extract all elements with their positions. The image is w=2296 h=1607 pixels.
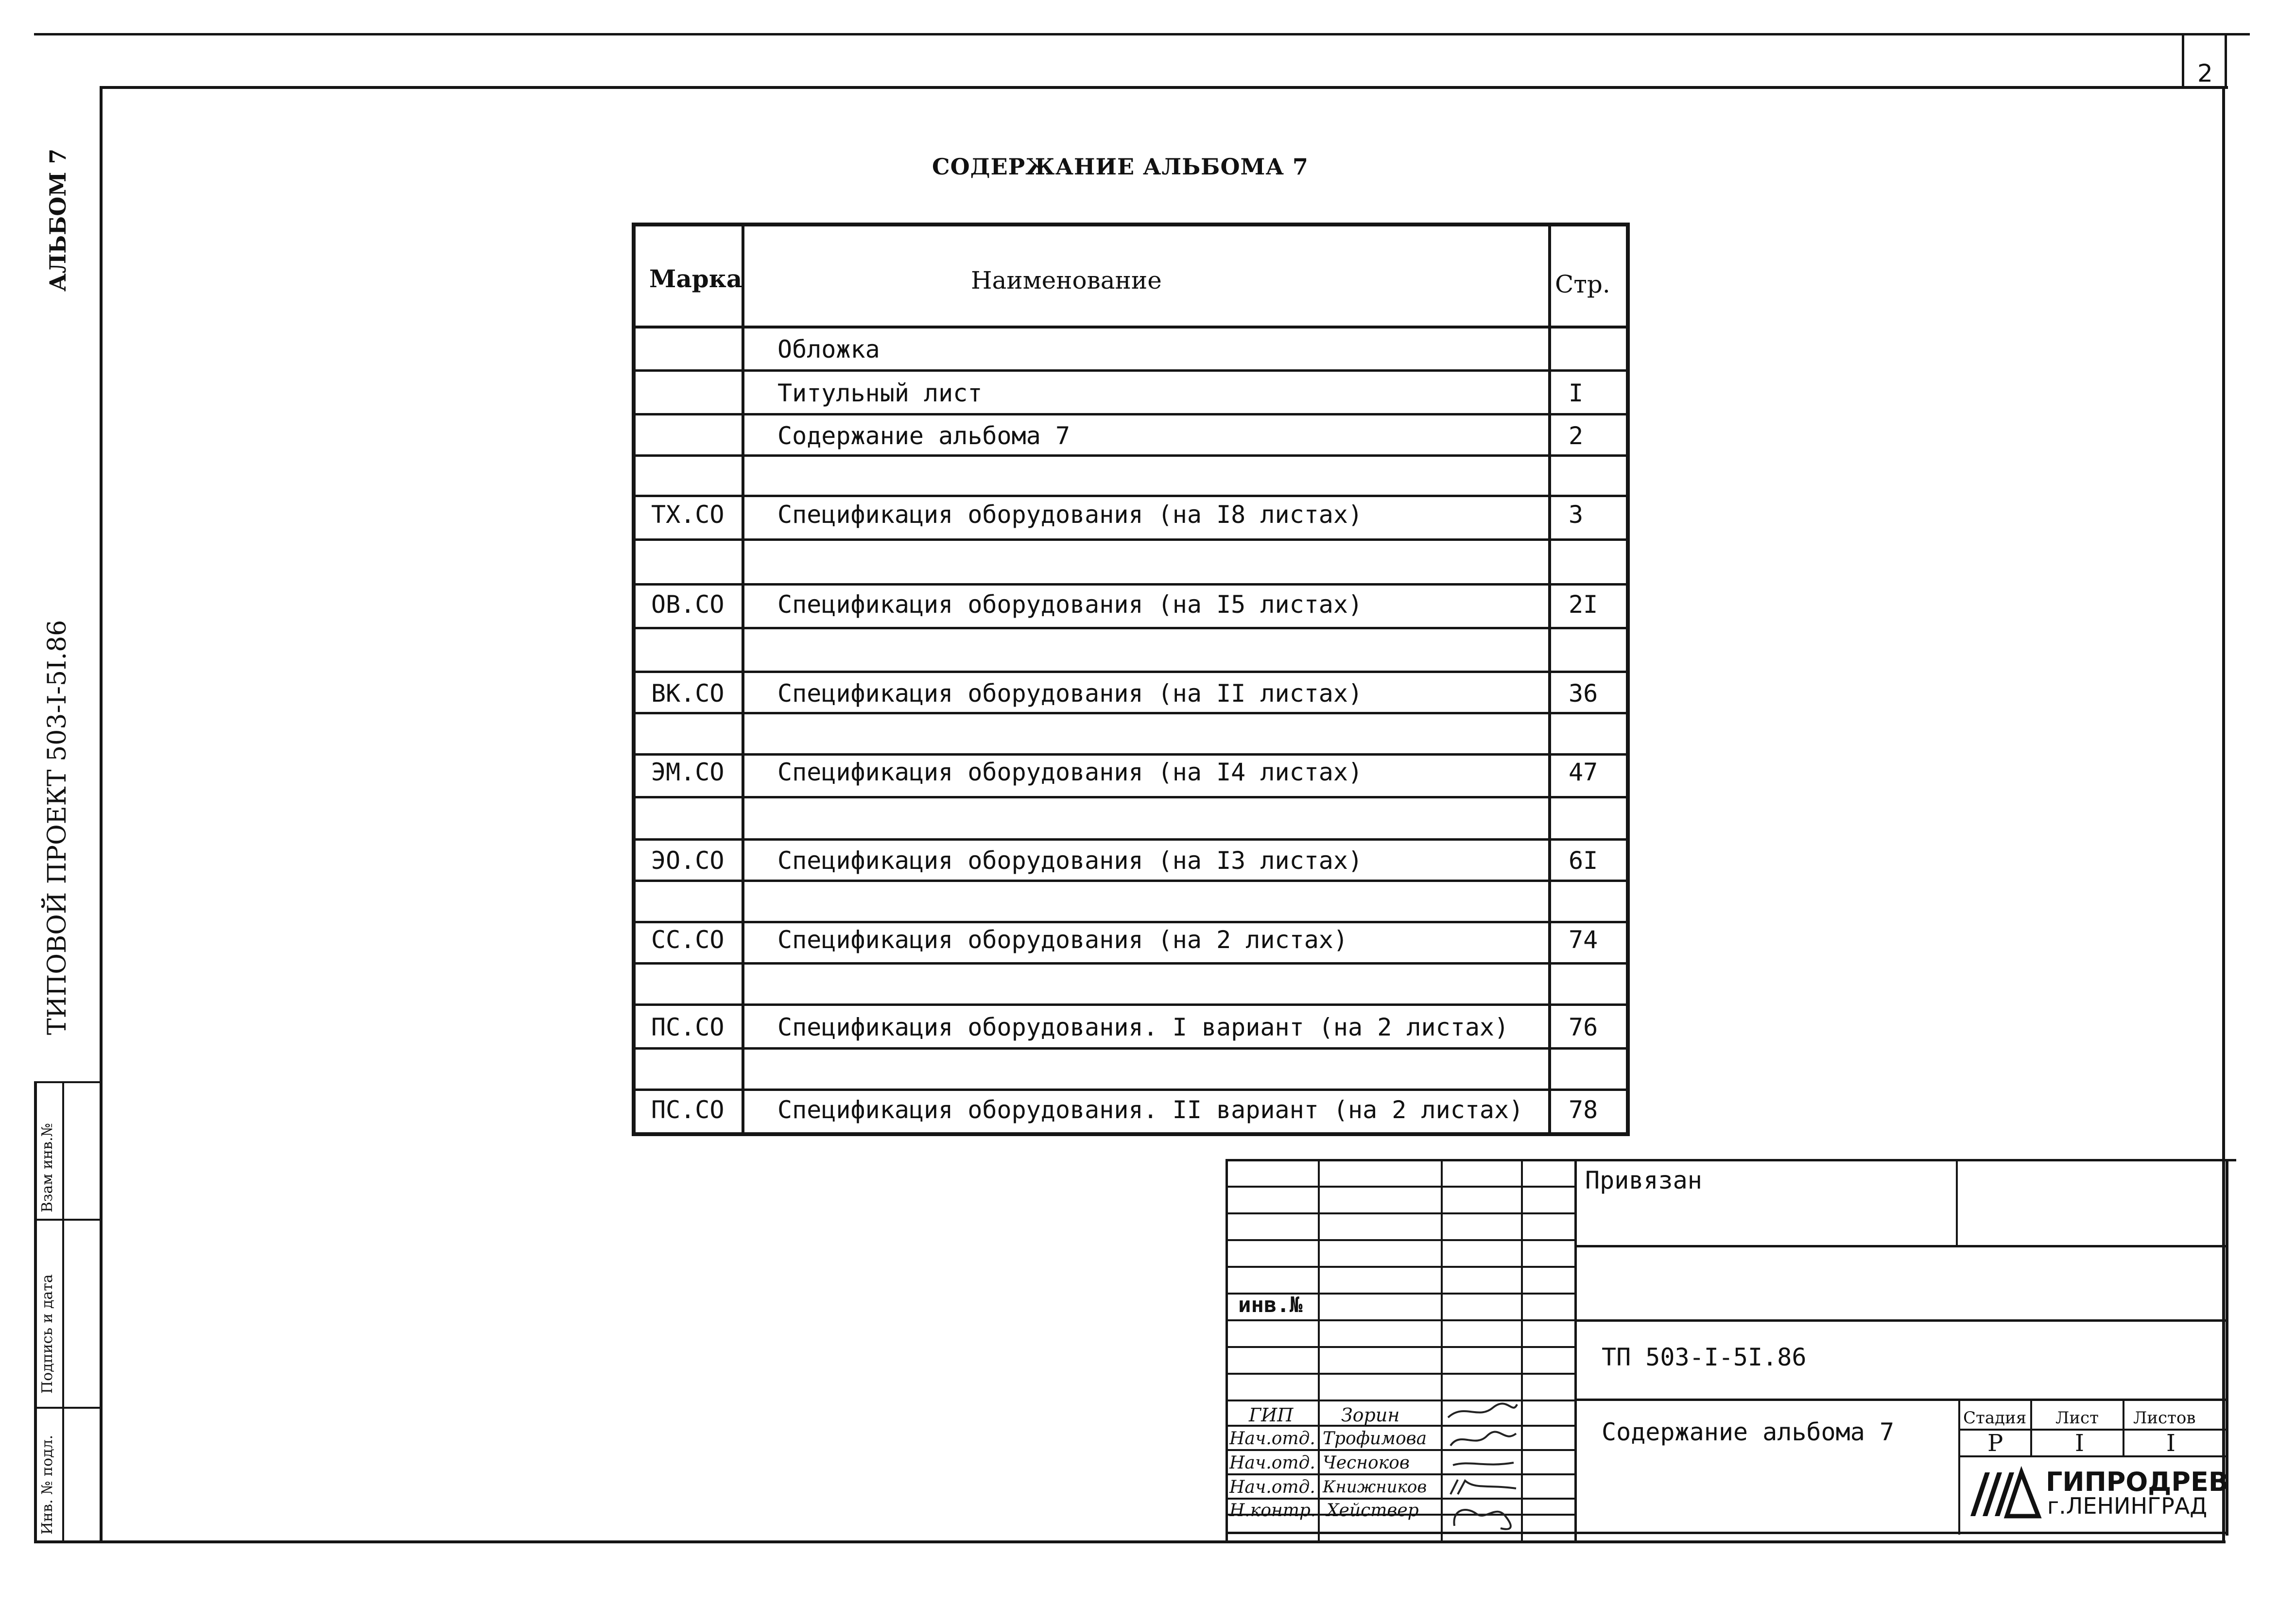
row-name: Титульный лист — [777, 379, 983, 407]
sheet-value: I — [2075, 1430, 2084, 1457]
signer-role: Нач.отд. — [1229, 1477, 1315, 1497]
row-name: Спецификация оборудования (на I5 листах) — [777, 590, 1363, 619]
sheet-header: Лист — [2055, 1408, 2099, 1428]
row-name: Спецификация оборудования (на I4 листах) — [777, 758, 1363, 786]
row-name: Спецификация оборудования (на I3 листах) — [777, 847, 1363, 875]
frame-bottom — [34, 1540, 2226, 1543]
doc-code: ТП 503-I-5I.86 — [1602, 1343, 1807, 1371]
row-mark: ЭМ.СО — [651, 758, 725, 786]
signer-role: Нач.отд. — [1229, 1453, 1315, 1473]
row-mark: ПС.СО — [651, 1013, 725, 1041]
row-page: 2I — [1569, 590, 1598, 619]
row-mark: ВК.СО — [651, 679, 725, 708]
signer-name: Чесноков — [1323, 1453, 1410, 1473]
row-mark: ЭО.СО — [651, 847, 725, 875]
stamp-cell-label: Инв. № подл. — [39, 1434, 56, 1535]
row-page: 3 — [1569, 501, 1584, 529]
doc-name: Содержание альбома 7 — [1602, 1418, 1895, 1446]
sheets-value: I — [2166, 1430, 2175, 1457]
row-mark: ОВ.СО — [651, 590, 725, 619]
bound-label: Привязан — [1585, 1166, 1702, 1194]
row-name: Спецификация оборудования. II вариант (на 2 листах) — [777, 1096, 1524, 1124]
row-mark: ТХ.СО — [651, 501, 725, 529]
stamp-cell-label: Взам инв.№ — [39, 1123, 56, 1212]
sheets-header: Листов — [2133, 1408, 2196, 1428]
header-name: Наименование — [971, 266, 1162, 294]
signature-icon — [1447, 1499, 1525, 1533]
signature-icon — [1446, 1426, 1523, 1451]
org-city: г.ЛЕНИНГРАД — [2047, 1493, 2208, 1519]
page-number: 2 — [2197, 59, 2213, 87]
gipprodrev-logo-icon — [1966, 1463, 2043, 1521]
signer-role: Нач.отд. — [1229, 1429, 1315, 1449]
row-page: 2 — [1569, 422, 1584, 450]
row-page: 36 — [1569, 679, 1598, 708]
row-name: Спецификация оборудования. I вариант (на 2 листах) — [777, 1013, 1509, 1041]
row-name: Спецификация оборудования (на II листах) — [777, 679, 1363, 708]
signer-role: ГИП — [1249, 1404, 1294, 1426]
signer-role: Н.контр. — [1229, 1501, 1316, 1521]
header-mark: Марка — [649, 264, 742, 293]
top-page-rule — [34, 33, 2250, 35]
frame-top — [100, 86, 2228, 89]
document-title: СОДЕРЖАНИЕ АЛЬБОМА 7 — [932, 154, 1309, 180]
page-box-left — [2182, 34, 2184, 88]
frame-right — [2222, 86, 2225, 1543]
frame-left — [100, 86, 103, 1543]
row-name: Спецификация оборудования (на 2 листах) — [777, 926, 1348, 954]
stage-header: Стадия — [1963, 1408, 2027, 1428]
stamp-cell-label: Подпись и дата — [39, 1274, 56, 1394]
header-page: Стр. — [1555, 270, 1610, 298]
signer-name: Зорин — [1341, 1404, 1400, 1426]
stage-value: Р — [1987, 1430, 2003, 1457]
row-page: I — [1569, 379, 1584, 407]
project-label: ТИПОВОЙ ПРОЕКТ 503-I-5I.86 — [43, 620, 72, 1035]
row-name: Спецификация оборудования (на I8 листах) — [777, 501, 1363, 529]
row-page: 78 — [1569, 1096, 1598, 1124]
org-name: ГИПРОДРЕВ — [2046, 1467, 2228, 1497]
row-page: 47 — [1569, 758, 1598, 786]
signer-name: Хействер — [1327, 1501, 1419, 1521]
signer-name: Трофимова — [1323, 1429, 1427, 1449]
row-mark: СС.СО — [651, 926, 725, 954]
row-name: Содержание альбома 7 — [777, 422, 1070, 450]
row-name: Обложка — [777, 335, 880, 363]
row-mark: ПС.СО — [651, 1096, 725, 1124]
row-page: 76 — [1569, 1013, 1598, 1041]
row-page: 6I — [1569, 847, 1598, 875]
signature-icon — [1446, 1475, 1523, 1499]
page-box-right — [2225, 34, 2227, 88]
signature-icon — [1444, 1400, 1522, 1425]
row-page: 74 — [1569, 926, 1598, 954]
inv-label: инв.№ — [1238, 1293, 1303, 1317]
signature-icon — [1446, 1451, 1523, 1475]
signer-name: Книжников — [1323, 1477, 1427, 1497]
album-label: АЛЬБОМ 7 — [45, 148, 71, 292]
